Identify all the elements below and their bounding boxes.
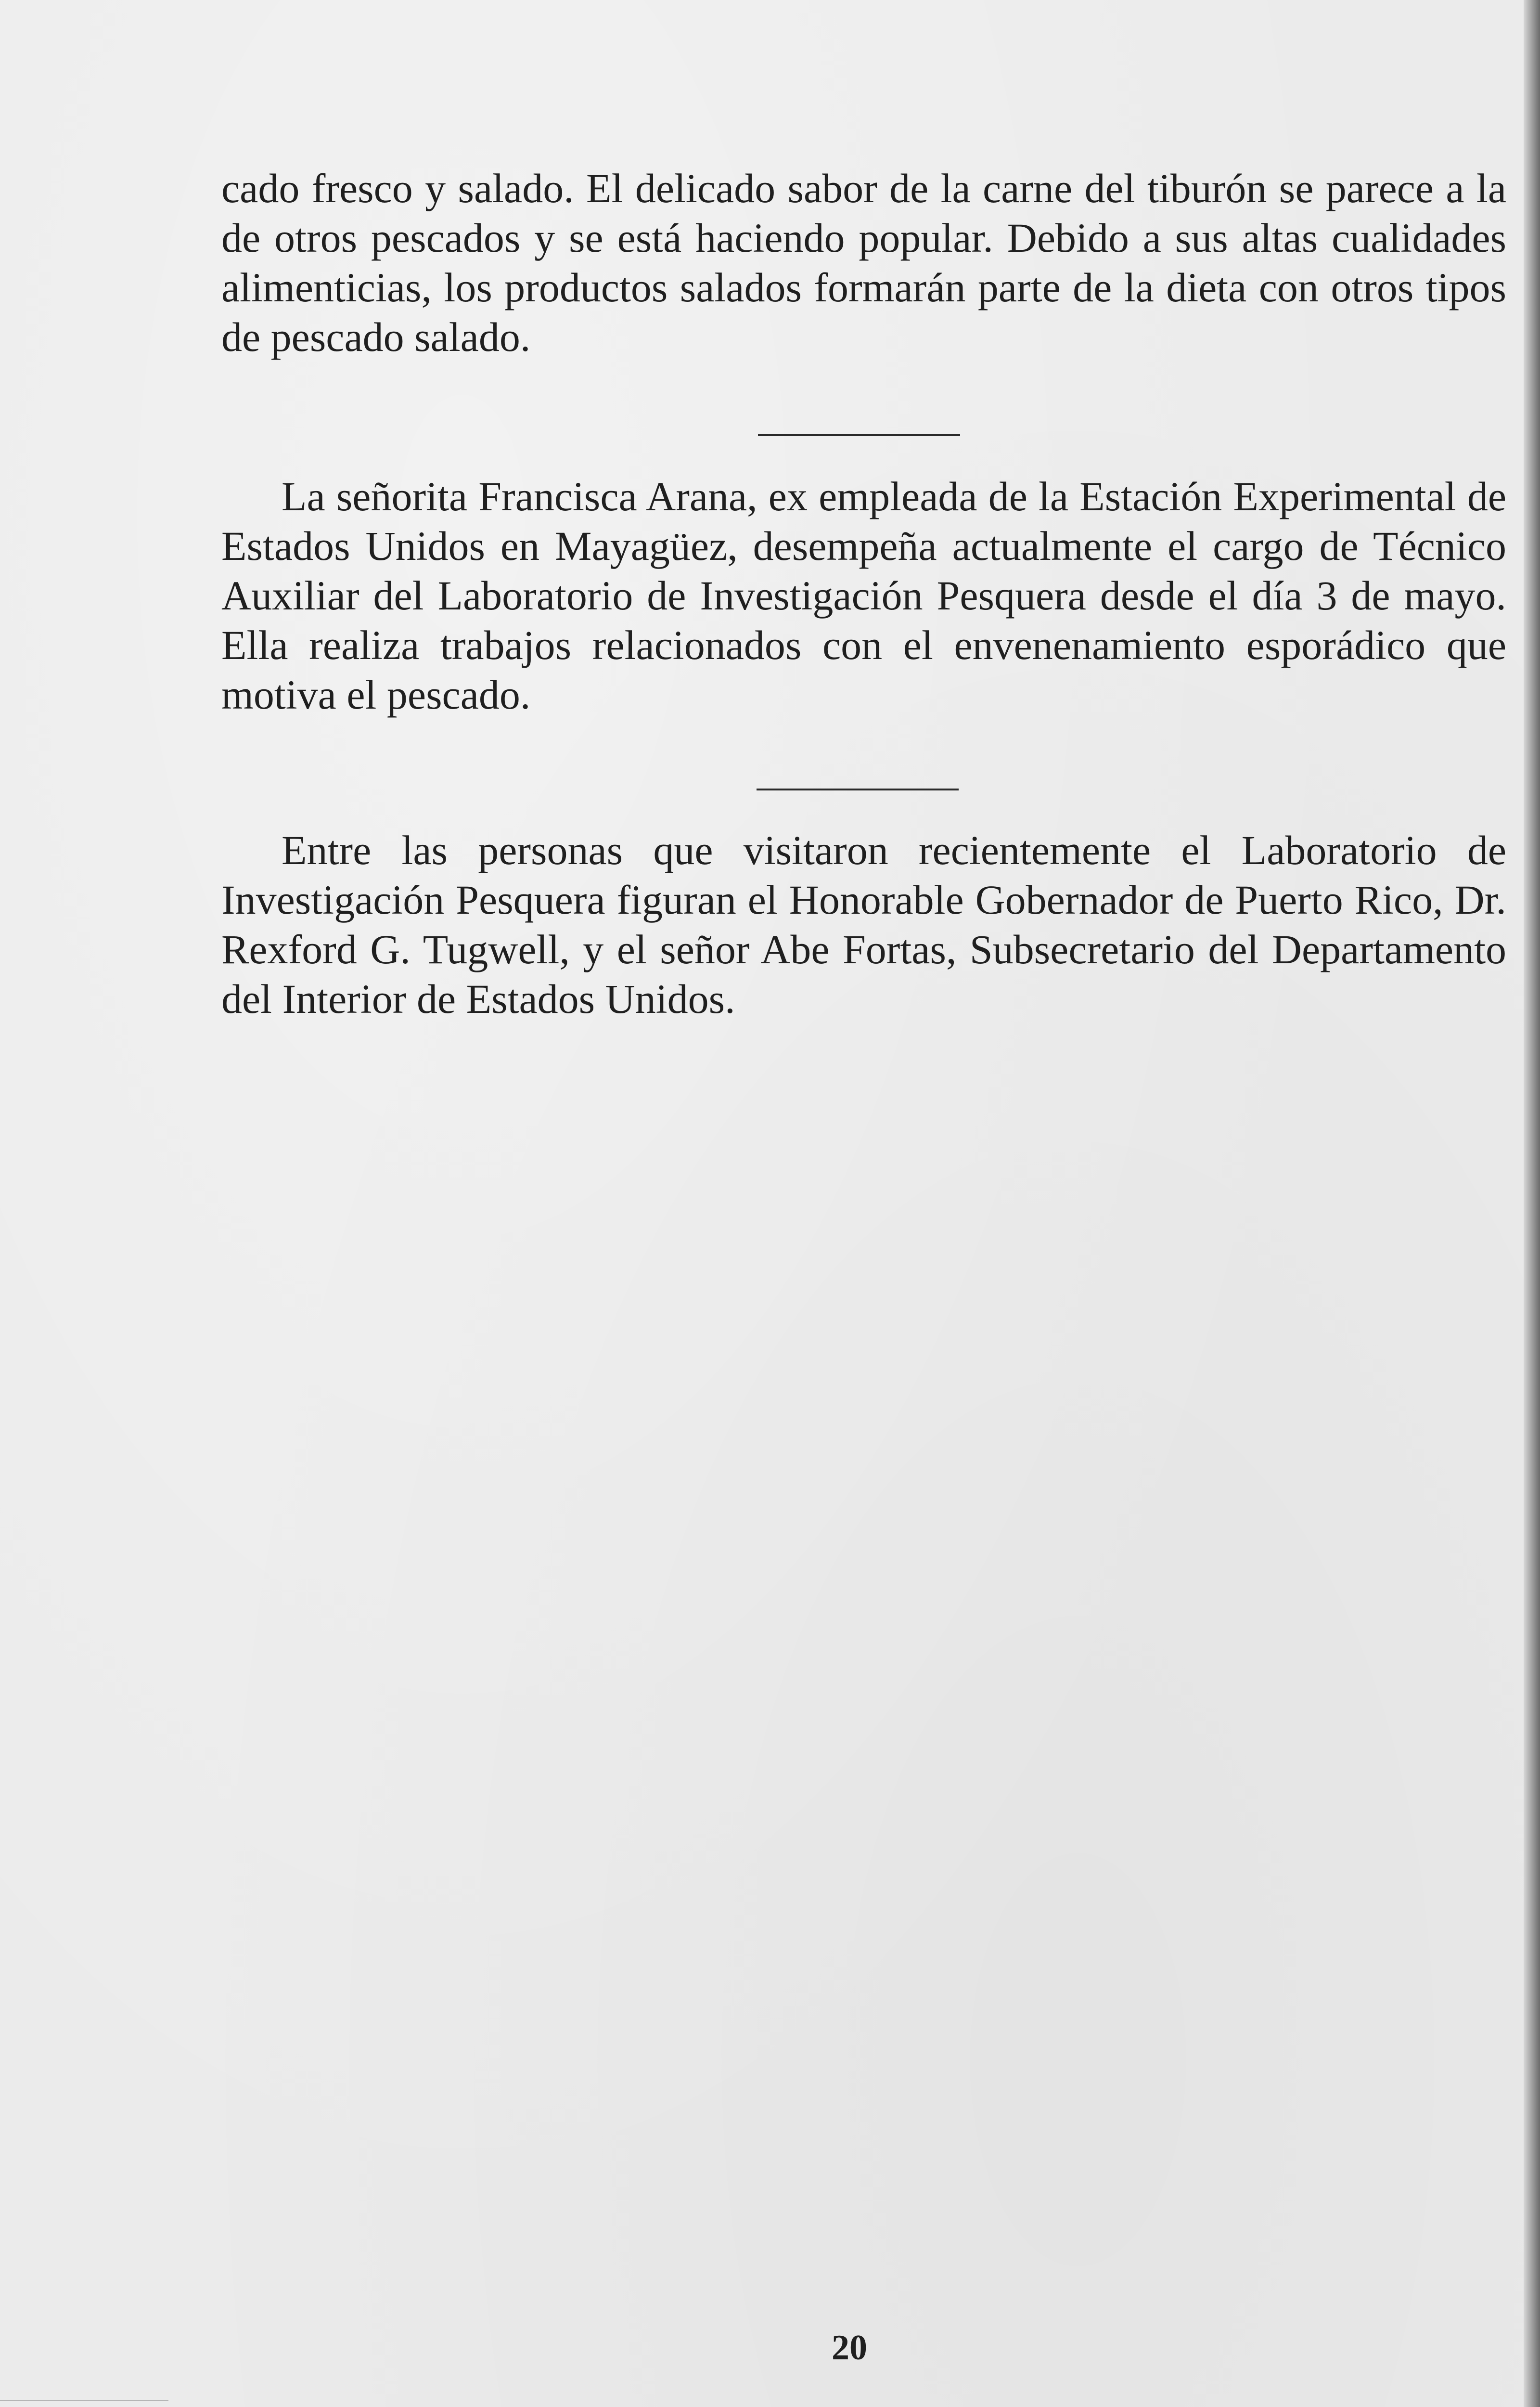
paragraph-visitors — [221, 826, 1506, 1024]
page-number: 20 — [832, 2328, 867, 2368]
section-divider — [758, 434, 960, 436]
scan-edge-mark — [0, 2400, 168, 2401]
paragraph-francisca-arana — [221, 472, 1506, 720]
paragraph-continuation — [221, 164, 1506, 362]
paragraph-text: cado fresco y salado. El delicado sabor de la carne del tiburón se parece a la de otros pescados y se está haciendo popular. Debido a sus altas cualidades alimenticias, los productos salados formarán parte de la dieta con otros tipos de pescado salado. — [221, 165, 1506, 360]
paragraph-text: Entre las personas que visitaron recientemente el Laboratorio de Investigación Pesquera figuran el Honorable Gobernador de Puerto Rico, Dr. Rexford G. Tugwell, y el señor Abe Fortas, Subsecretario del Departamento del Interior de Estados Unidos. — [221, 827, 1506, 1022]
scan-right-edge-shadow — [1524, 0, 1540, 2407]
section-divider — [757, 789, 959, 790]
paragraph-text: La señorita Francisca Arana, ex empleada de la Estación Experimental de Estados Unidos en Mayagüez, desempeña actualmente el cargo de Técnico Auxiliar del Laboratorio de Investigación Pesquera desde el día 3 de mayo. Ella realiza trabajos relacionados con el envenenamiento esporádico que motiva el pescado. — [221, 473, 1506, 718]
